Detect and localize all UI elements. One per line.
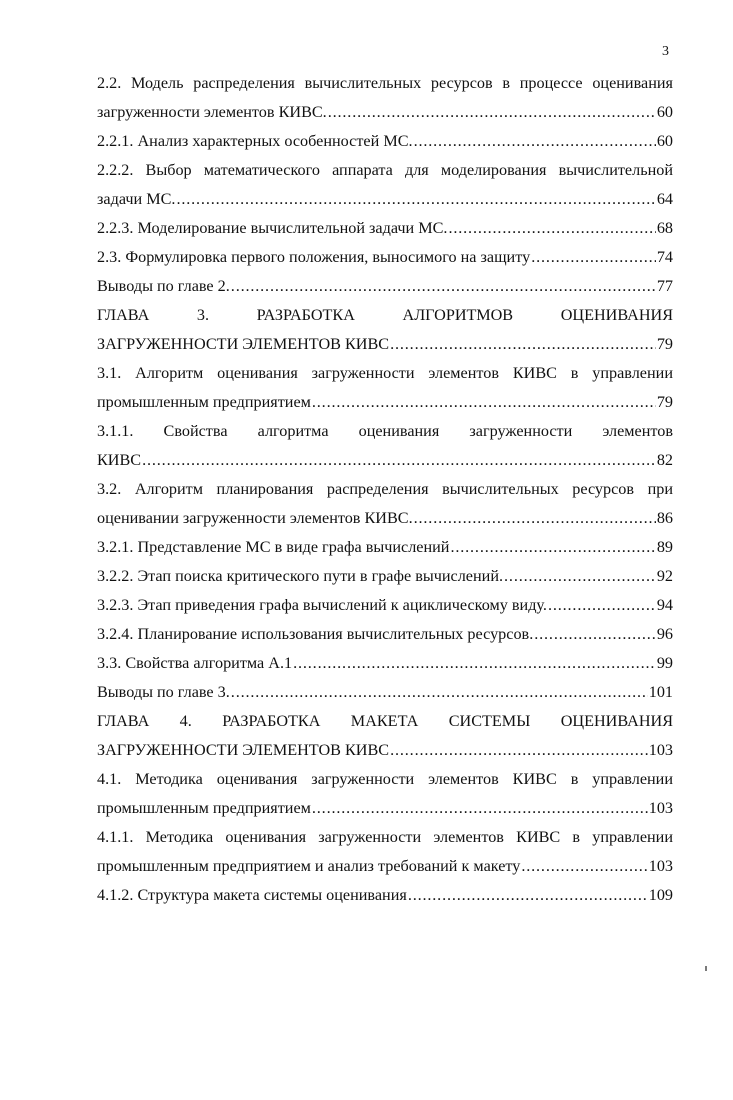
dot-leader xyxy=(390,330,656,359)
page-number: 3 xyxy=(662,44,669,59)
toc-entry xyxy=(97,417,673,475)
toc-entry xyxy=(97,533,673,562)
toc-entry-page-number: 109 xyxy=(648,886,673,904)
toc-entry xyxy=(97,69,673,127)
toc-entry xyxy=(97,591,673,620)
dot-leader xyxy=(293,649,656,678)
toc-entry-last-line xyxy=(97,504,673,533)
dot-leader xyxy=(142,446,656,475)
dot-leader xyxy=(176,185,655,214)
dot-leader xyxy=(414,504,656,533)
dot-leader xyxy=(504,562,656,591)
toc-entry-title: загруженности элементов КИВС. xyxy=(97,103,327,121)
toc-entry-title: оценивании загруженности элементов КИВС. xyxy=(97,509,413,527)
toc-entry-last-line xyxy=(97,649,673,678)
dot-leader xyxy=(450,533,655,562)
toc-entry-last-line xyxy=(97,388,673,417)
toc-entry-title: 3.2.2. Этап поиска критического пути в графе вычислений. xyxy=(97,567,504,585)
toc-entry-last-line xyxy=(97,852,673,881)
toc-entry-page-number: 60 xyxy=(656,103,673,121)
toc-entry xyxy=(97,765,673,823)
toc-entry-page-number: 77 xyxy=(656,277,673,295)
toc-entry-title: промышленным предприятием и анализ требований к макету xyxy=(97,857,521,875)
toc-entry-title: промышленным предприятием xyxy=(97,799,311,817)
toc-entry-last-line xyxy=(97,533,673,562)
scan-artifact-mark xyxy=(705,966,707,971)
toc-entry-page-number: 68 xyxy=(656,219,673,237)
toc-entry-page-number: 103 xyxy=(648,857,673,875)
toc-entry-page-number: 79 xyxy=(656,335,673,353)
toc-entry xyxy=(97,678,673,707)
toc-entry-title: 3.3. Свойства алгоритма А.1 xyxy=(97,654,293,672)
toc-entry-last-line xyxy=(97,127,673,156)
toc-entry-first-line: 4.1. Методика оценивания загруженности элементов КИВС в управлении xyxy=(97,770,673,788)
table-of-contents xyxy=(97,69,673,910)
dot-leader xyxy=(312,794,648,823)
toc-entry-title: 2.3. Формулировка первого положения, выносимого на защиту xyxy=(97,248,531,266)
toc-entry-title: КИВС xyxy=(97,451,142,469)
toc-entry-title: 3.2.4. Планирование использования вычислительных ресурсов. xyxy=(97,625,534,643)
dot-leader xyxy=(312,388,656,417)
toc-entry xyxy=(97,649,673,678)
toc-entry-page-number: 74 xyxy=(656,248,673,266)
toc-entry-title: 2.2.3. Моделирование вычислительной задачи МС. xyxy=(97,219,448,237)
toc-entry xyxy=(97,881,673,910)
toc-entry xyxy=(97,214,673,243)
toc-entry-title: ЗАГРУЖЕННОСТИ ЭЛЕМЕНТОВ КИВС xyxy=(97,741,390,759)
toc-entry-last-line xyxy=(97,330,673,359)
toc-entry xyxy=(97,620,673,649)
toc-entry-page-number: 103 xyxy=(648,741,673,759)
toc-entry-first-line: 3.1.1. Свойства алгоритма оценивания загруженности элементов xyxy=(97,422,673,440)
toc-entry-title: Выводы по главе 2. xyxy=(97,277,230,295)
toc-entry-last-line xyxy=(97,272,673,301)
toc-entry xyxy=(97,243,673,272)
toc-entry-page-number: 99 xyxy=(656,654,673,672)
toc-entry-last-line xyxy=(97,243,673,272)
toc-entry-page-number: 64 xyxy=(656,190,673,208)
toc-entry-last-line xyxy=(97,446,673,475)
toc-entry-last-line xyxy=(97,591,673,620)
toc-entry-last-line xyxy=(97,98,673,127)
toc-entry-first-line: ГЛАВА 3. РАЗРАБОТКА АЛГОРИТМОВ ОЦЕНИВАНИЯ xyxy=(97,306,673,324)
toc-entry xyxy=(97,272,673,301)
toc-entry xyxy=(97,823,673,881)
toc-entry-title: ЗАГРУЖЕННОСТИ ЭЛЕМЕНТОВ КИВС xyxy=(97,335,390,353)
toc-entry xyxy=(97,707,673,765)
toc-entry-last-line xyxy=(97,881,673,910)
toc-entry-page-number: 94 xyxy=(656,596,673,614)
dot-leader xyxy=(534,620,656,649)
toc-entry xyxy=(97,359,673,417)
toc-entry-title: 2.2.1. Анализ характерных особенностей МС. xyxy=(97,132,413,150)
toc-entry-last-line xyxy=(97,620,673,649)
dot-leader xyxy=(231,272,656,301)
dot-leader xyxy=(328,98,656,127)
dot-leader xyxy=(521,852,647,881)
toc-entry-title: 3.2.1. Представление МС в виде графа вычислений xyxy=(97,538,450,556)
toc-entry-title: промышленным предприятием xyxy=(97,393,311,411)
toc-entry-page-number: 79 xyxy=(656,393,673,411)
dot-leader xyxy=(390,736,648,765)
toc-entry-first-line: ГЛАВА 4. РАЗРАБОТКА МАКЕТА СИСТЕМЫ ОЦЕНИВАНИЯ xyxy=(97,712,673,730)
dot-leader xyxy=(548,591,656,620)
toc-entry-page-number: 96 xyxy=(656,625,673,643)
dot-leader xyxy=(531,243,656,272)
toc-entry-first-line: 2.2. Модель распределения вычислительных ресурсов в процессе оценивания xyxy=(97,74,673,92)
toc-entry-last-line xyxy=(97,185,673,214)
dot-leader xyxy=(231,678,648,707)
toc-entry-page-number: 86 xyxy=(656,509,673,527)
toc-entry-first-line: 3.2. Алгоритм планирования распределения вычислительных ресурсов при xyxy=(97,480,673,498)
toc-entry-title: Выводы по главе 3. xyxy=(97,683,230,701)
toc-entry xyxy=(97,301,673,359)
toc-entry-last-line xyxy=(97,214,673,243)
toc-entry-page-number: 60 xyxy=(656,132,673,150)
toc-entry-last-line xyxy=(97,794,673,823)
toc-entry-title: 4.1.2. Структура макета системы оценивания xyxy=(97,886,407,904)
toc-entry-first-line: 2.2.2. Выбор математического аппарата для моделирования вычислительной xyxy=(97,161,673,179)
toc-entry-last-line xyxy=(97,562,673,591)
dot-leader xyxy=(448,214,655,243)
toc-entry-page-number: 82 xyxy=(656,451,673,469)
toc-entry-page-number: 101 xyxy=(648,683,673,701)
toc-entry-first-line: 4.1.1. Методика оценивания загруженности элементов КИВС в управлении xyxy=(97,828,673,846)
toc-entry-page-number: 89 xyxy=(656,538,673,556)
toc-entry-title: задачи МС. xyxy=(97,190,176,208)
toc-entry-page-number: 103 xyxy=(648,799,673,817)
toc-entry-last-line xyxy=(97,736,673,765)
toc-entry-title: 3.2.3. Этап приведения графа вычислений к ациклическому виду. xyxy=(97,596,547,614)
toc-entry xyxy=(97,475,673,533)
dot-leader xyxy=(408,881,648,910)
dot-leader xyxy=(414,127,656,156)
toc-entry xyxy=(97,156,673,214)
toc-entry xyxy=(97,127,673,156)
toc-entry-last-line xyxy=(97,678,673,707)
toc-entry-first-line: 3.1. Алгоритм оценивания загруженности элементов КИВС в управлении xyxy=(97,364,673,382)
toc-entry xyxy=(97,562,673,591)
toc-entry-page-number: 92 xyxy=(656,567,673,585)
